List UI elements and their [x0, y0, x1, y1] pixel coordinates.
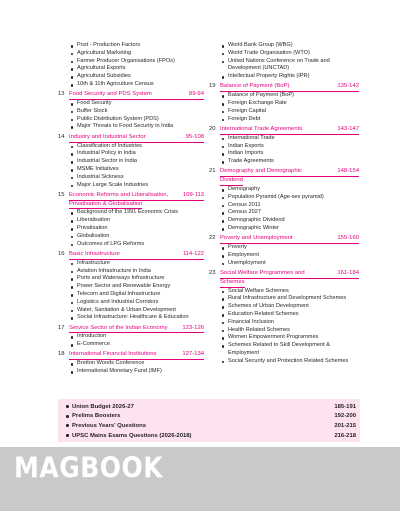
- chapter-number: 13: [58, 91, 65, 98]
- list-item: Demography: [220, 186, 359, 194]
- list-item: Bretton Woods Conference: [69, 360, 204, 368]
- chapter-topics: [209, 288, 359, 366]
- list-item: Telecom and Digital Infrastructure: [69, 291, 204, 299]
- chapter-number: 20: [209, 125, 216, 132]
- list-item: Ports and Waterways Infrastructure: [69, 275, 204, 283]
- list-item: Intellectual Property Rights (IPR): [220, 73, 359, 81]
- chapter-pages: 155-160: [335, 235, 359, 244]
- chapter-title-line1: Social Welfare Programmes and: [220, 270, 335, 279]
- list-item: World Trade Organisation (WTO): [220, 50, 359, 58]
- list-item: Privatisation: [69, 225, 204, 233]
- chapter-heading[interactable]: [209, 168, 359, 186]
- magbook-logo: MAGBOOK: [14, 451, 164, 485]
- list-item: Foreign Debt: [220, 116, 359, 124]
- list-item: Liberalisation: [69, 217, 204, 225]
- footer-band: [0, 447, 400, 511]
- chapter-number: 15: [58, 191, 65, 198]
- extras-row[interactable]: [58, 421, 360, 431]
- list-item: Agricultural Exports: [69, 65, 204, 73]
- chapter-heading[interactable]: [58, 134, 204, 143]
- extras-row[interactable]: [58, 412, 360, 422]
- chapter-topics: [209, 135, 359, 166]
- list-item: Agricultural Subsidies: [69, 73, 204, 81]
- chapter-heading[interactable]: [58, 192, 204, 210]
- list-item: Education Related Schemes: [220, 311, 359, 319]
- chapter-heading[interactable]: [58, 251, 204, 260]
- list-item: Major Large Scale Industries: [69, 182, 204, 190]
- chapter-topics: [209, 92, 359, 123]
- chapter-pages: 161-184: [335, 270, 359, 279]
- chapter-heading[interactable]: [58, 91, 204, 100]
- chapter-title: Service Sector of the Indian Economy: [69, 325, 180, 334]
- left-column: [58, 42, 204, 376]
- list-item: International Monetary Fund (IMF): [69, 368, 204, 376]
- chapter-title: International Trade Agreements: [220, 126, 335, 135]
- list-item: Aviation Infrastructure in India: [69, 268, 204, 276]
- extras-row[interactable]: [58, 402, 360, 412]
- list-item: Social Welfare Schemes: [220, 288, 359, 296]
- chapter-title: Poverty and Unemployment: [220, 235, 335, 244]
- extras-pages: 201-215: [334, 422, 356, 429]
- chapter-title: Industry and Industrial Sector: [69, 134, 184, 143]
- list-item: International Trade: [220, 135, 359, 143]
- list-item: Demographic Dividend: [220, 217, 359, 225]
- chapter-topics: [58, 360, 204, 376]
- chapter-topics: [58, 100, 204, 131]
- extras-label: Previous Years' Questions: [72, 422, 146, 429]
- chapter-heading[interactable]: [209, 270, 359, 288]
- list-item: Balance of Payment (BoP): [220, 92, 359, 100]
- chapter-topics: [58, 260, 204, 322]
- right-top-list: [209, 42, 359, 81]
- extras-label: Prelims Boosters: [72, 413, 121, 420]
- extras-pages: 192-200: [334, 413, 356, 420]
- list-item: Indian Exports: [220, 143, 359, 151]
- list-item: E-Commerce: [69, 341, 204, 349]
- extras-row[interactable]: [58, 431, 360, 441]
- chapter-title-line2: Privatisation & Globalisation: [69, 201, 142, 210]
- chapter-topics: [209, 244, 359, 267]
- list-item: Social Security and Protection Related Schemes: [220, 358, 359, 366]
- extras-box: [58, 399, 360, 442]
- chapter-number: 23: [209, 270, 216, 277]
- chapter-number: 16: [58, 250, 65, 257]
- chapter-topics: [58, 143, 204, 190]
- list-item: Financial Inclusion: [220, 319, 359, 327]
- list-item: Social Infrastructure: Healthcare & Education: [69, 314, 204, 322]
- list-item: Women Empowerment Programmes: [220, 334, 359, 342]
- extras-label: UPSC Mains Exams Questions (2026-2018): [72, 432, 192, 439]
- chapter-heading[interactable]: [209, 126, 359, 135]
- extras-label: Union Budget 2026-27: [72, 403, 134, 410]
- list-item: Background of the 1991 Economic Crisis: [69, 209, 204, 217]
- chapter-number: 17: [58, 324, 65, 331]
- chapter-title: Balance of Payment (BoP): [220, 83, 335, 92]
- chapter-number: 22: [209, 235, 216, 242]
- chapter-pages: 89-94: [187, 91, 204, 100]
- chapter-topics: [58, 209, 204, 248]
- list-item: Outcomes of LPG Reforms: [69, 241, 204, 249]
- list-item: Major Threats to Food Security in India: [69, 123, 204, 131]
- chapter-pages: 123-126: [180, 325, 204, 334]
- list-item: Farmer Producer Organisations (FPOs): [69, 58, 204, 66]
- list-item: Poverty: [220, 244, 359, 252]
- chapter-title: International Financial Institutions: [69, 351, 180, 360]
- list-item: Post - Production Factors: [69, 42, 204, 50]
- left-top-list: [58, 42, 204, 89]
- chapter-title-line1: Demography and Demographic: [220, 168, 335, 177]
- list-item: Industrial Sickness: [69, 174, 204, 182]
- list-item: Power Sector and Renewable Energy: [69, 283, 204, 291]
- chapter-number: 21: [209, 168, 216, 175]
- chapter-heading[interactable]: [209, 83, 359, 92]
- list-item: World Bank Group (WBG): [220, 42, 359, 50]
- list-item: Census 2011: [220, 202, 359, 210]
- chapter-pages: 127-134: [180, 351, 204, 360]
- list-item: Schemes Related to Skill Development & Employment: [220, 342, 359, 358]
- list-item: Census 2027: [220, 209, 359, 217]
- chapter-pages: 143-147: [335, 126, 359, 135]
- list-item: Schemes of Urban Development: [220, 303, 359, 311]
- list-item: Indian Imports: [220, 150, 359, 158]
- chapter-number: 18: [58, 351, 65, 358]
- list-item: Classification of Industries: [69, 143, 204, 151]
- list-item: Logistics and Industrial Corridors: [69, 299, 204, 307]
- chapter-heading[interactable]: [209, 235, 359, 244]
- chapter-heading[interactable]: [58, 325, 204, 334]
- chapter-topics: [209, 186, 359, 233]
- list-item: Globalisation: [69, 233, 204, 241]
- list-item: Employment: [220, 252, 359, 260]
- chapter-number: 14: [58, 133, 65, 140]
- right-column: [209, 42, 359, 366]
- list-item: 10th & 11th Agriculture Census: [69, 81, 204, 89]
- chapter-pages: 95-108: [184, 134, 204, 143]
- extras-pages: 185-191: [334, 403, 356, 410]
- chapter-title: Food Security and PDS System: [69, 91, 187, 100]
- chapter-title-line1: Economic Reforms and Liberalisation,: [69, 192, 181, 201]
- extras-pages: 216-218: [334, 432, 356, 439]
- list-item: Agricultural Marketing: [69, 50, 204, 58]
- list-item: Industrial Policy in India: [69, 150, 204, 158]
- list-item: Rural Infrastructure and Development Schemes: [220, 295, 359, 303]
- list-item: MSME Initiatives: [69, 166, 204, 174]
- list-item: Buffer Stock: [69, 108, 204, 116]
- chapter-pages: 148-154: [335, 168, 359, 177]
- chapter-heading[interactable]: [58, 351, 204, 360]
- chapter-pages: 114-122: [181, 251, 204, 260]
- list-item: Demographic Winter: [220, 225, 359, 233]
- list-item: United Nations Conference on Trade and Development (UNCTAD): [220, 58, 359, 74]
- list-item: Unemployment: [220, 260, 359, 268]
- chapter-pages: 109-113: [181, 192, 204, 201]
- list-item: Water, Sanitation & Urban Development: [69, 307, 204, 315]
- list-item: Foreign Exchange Rate: [220, 100, 359, 108]
- list-item: Foreign Capital: [220, 108, 359, 116]
- list-item: Public Distribution System (PDS): [69, 116, 204, 124]
- chapter-number: 19: [209, 83, 216, 90]
- chapter-topics: [58, 333, 204, 349]
- list-item: Infrastructure: [69, 260, 204, 268]
- chapter-title-line2: Schemes: [220, 279, 245, 288]
- chapter-title: Basic Infrastructure: [69, 251, 181, 260]
- list-item: Food Security: [69, 100, 204, 108]
- list-item: Introduction: [69, 333, 204, 341]
- chapter-pages: 135-142: [335, 83, 359, 92]
- list-item: Industrial Sector in India: [69, 158, 204, 166]
- list-item: Health Related Schemes: [220, 327, 359, 335]
- chapter-title-line2: Dividend: [220, 177, 243, 186]
- list-item: Population Pyramid (Age-sex pyramid): [220, 194, 359, 202]
- list-item: Trade Agreements: [220, 158, 359, 166]
